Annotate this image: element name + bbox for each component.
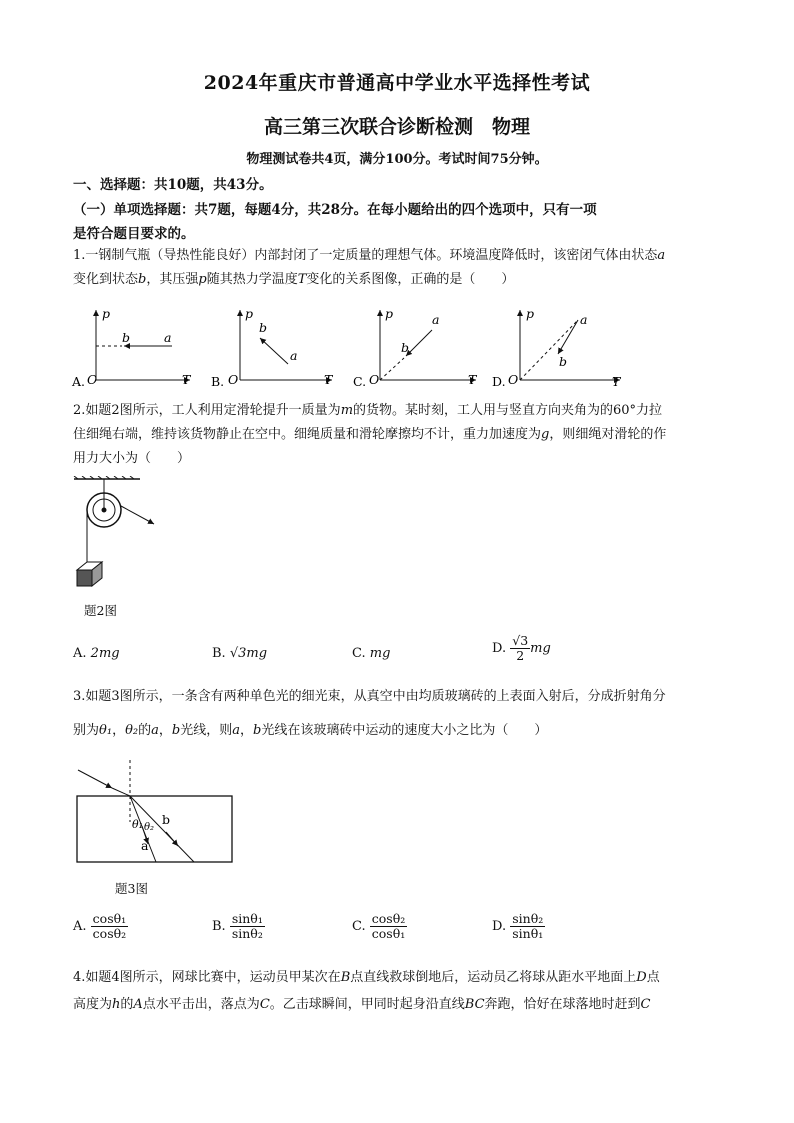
svg-text:C.: C. <box>353 374 367 389</box>
svg-text:b: b <box>401 340 410 355</box>
exam-info: 物理测试卷共4页，满分100分。考试时间75分钟。 <box>246 152 548 167</box>
svg-text:p: p <box>526 306 535 321</box>
svg-text:O: O <box>508 372 519 387</box>
svg-text:D.: D. <box>492 374 506 389</box>
svg-text:b: b <box>559 354 568 369</box>
svg-text:b: b <box>259 320 268 335</box>
svg-text:θ₂: θ₂ <box>144 822 155 833</box>
svg-text:a: a <box>164 330 172 345</box>
q1-text: 1.一钢制气瓶（导热性能良好）内部封闭了一定质量的理想气体。环境温度降低时，该密闭气体由状态a 变化到状态b，其压强p随其热力学温度T变化的关系图像，正确的是（ ） <box>73 248 666 287</box>
q2-caption: 题2图 <box>84 603 117 618</box>
svg-text:p: p <box>102 306 111 321</box>
svg-text:T: T <box>468 372 477 387</box>
q2-option-d: D. $\frac{√3}{2}$ mg <box>492 633 551 663</box>
q1-graph-a <box>71 306 192 389</box>
q3-option-c: C. $\frac{\text{cosθ₂}}{\text{cosθ₁}}$ <box>352 911 406 941</box>
svg-text:a: a <box>580 312 588 327</box>
q2-option-c: C. mg <box>352 646 391 661</box>
q2-option-a: A. 2mg <box>73 646 120 661</box>
svg-text:B.: B. <box>211 374 225 389</box>
section-heading: 一、选择题：共10题，共43分。 <box>73 177 273 193</box>
q2-text: 2.如题2图所示，工人利用定滑轮提升一质量为m的货物。某时刻，工人用与竖直方向夹角为的60°力拉 住细绳右端，维持该货物静止在空中。细绳质量和滑轮摩擦均不计，重力加速度为g，则细绳对滑轮的作 用力大小为（ ） <box>73 403 667 466</box>
q2-figure <box>70 476 170 594</box>
svg-text:p: p <box>245 306 254 321</box>
q1-graph-b <box>211 306 334 389</box>
q1-graph-d <box>492 306 622 389</box>
q3-text: 3.如题3图所示，一条含有两种单色光的细光束，从真空中由均质玻璃砖的上表面入射后，分成折射角分 别为θ₁，θ₂的a，b光线，则a，b光线在该玻璃砖中运动的速度大小之比为（ ） <box>73 689 666 738</box>
svg-text:O: O <box>369 372 380 387</box>
q3-option-b: B. $\frac{\text{sinθ₁}}{\text{sinθ₂}}$ <box>212 911 263 941</box>
exam-subtitle: 高三第三次联合诊断检测 物理 <box>263 116 530 138</box>
q1-graph-c <box>353 306 478 389</box>
q3-figure <box>70 760 250 870</box>
svg-text:a: a <box>290 348 298 363</box>
svg-text:a: a <box>432 312 440 327</box>
svg-text:a: a <box>141 838 149 853</box>
svg-text:b: b <box>162 812 171 827</box>
q1-graphs <box>70 300 730 395</box>
sub-heading-line1: （一）单项选择题：共7题，每题4分，共28分。在每小题给出的四个选项中，只有一项 <box>73 202 597 218</box>
svg-text:O: O <box>228 372 239 387</box>
svg-text:O: O <box>87 372 98 387</box>
q2-option-b: B. √3mg <box>212 646 268 661</box>
sub-heading-line2: 是符合题目要求的。 <box>73 226 195 242</box>
svg-text:b: b <box>122 330 131 345</box>
svg-text:T: T <box>612 374 621 389</box>
svg-text:θ₁: θ₁ <box>132 818 144 831</box>
svg-text:T: T <box>324 372 333 387</box>
q4-text: 4.如题4图所示，网球比赛中，运动员甲某次在B点直线救球倒地后，运动员乙将球从距水平地面上D点 高度为h的A点水平击出，落点为C。乙击球瞬间，甲同时起身沿直线BC奔跑，恰好在球落地时赶到C <box>73 970 660 1012</box>
exam-title: 2024年重庆市普通高中学业水平选择性考试 <box>203 72 591 94</box>
svg-text:T: T <box>182 372 191 387</box>
q3-option-a: A. $\frac{\text{cosθ₁}}{\text{cosθ₂}}$ <box>73 911 127 941</box>
q3-option-d: D. $\frac{\text{sinθ₂}}{\text{sinθ₁}}$ <box>492 911 544 941</box>
q3-caption: 题3图 <box>115 881 148 896</box>
svg-text:p: p <box>385 306 394 321</box>
svg-text:A.: A. <box>72 374 86 389</box>
